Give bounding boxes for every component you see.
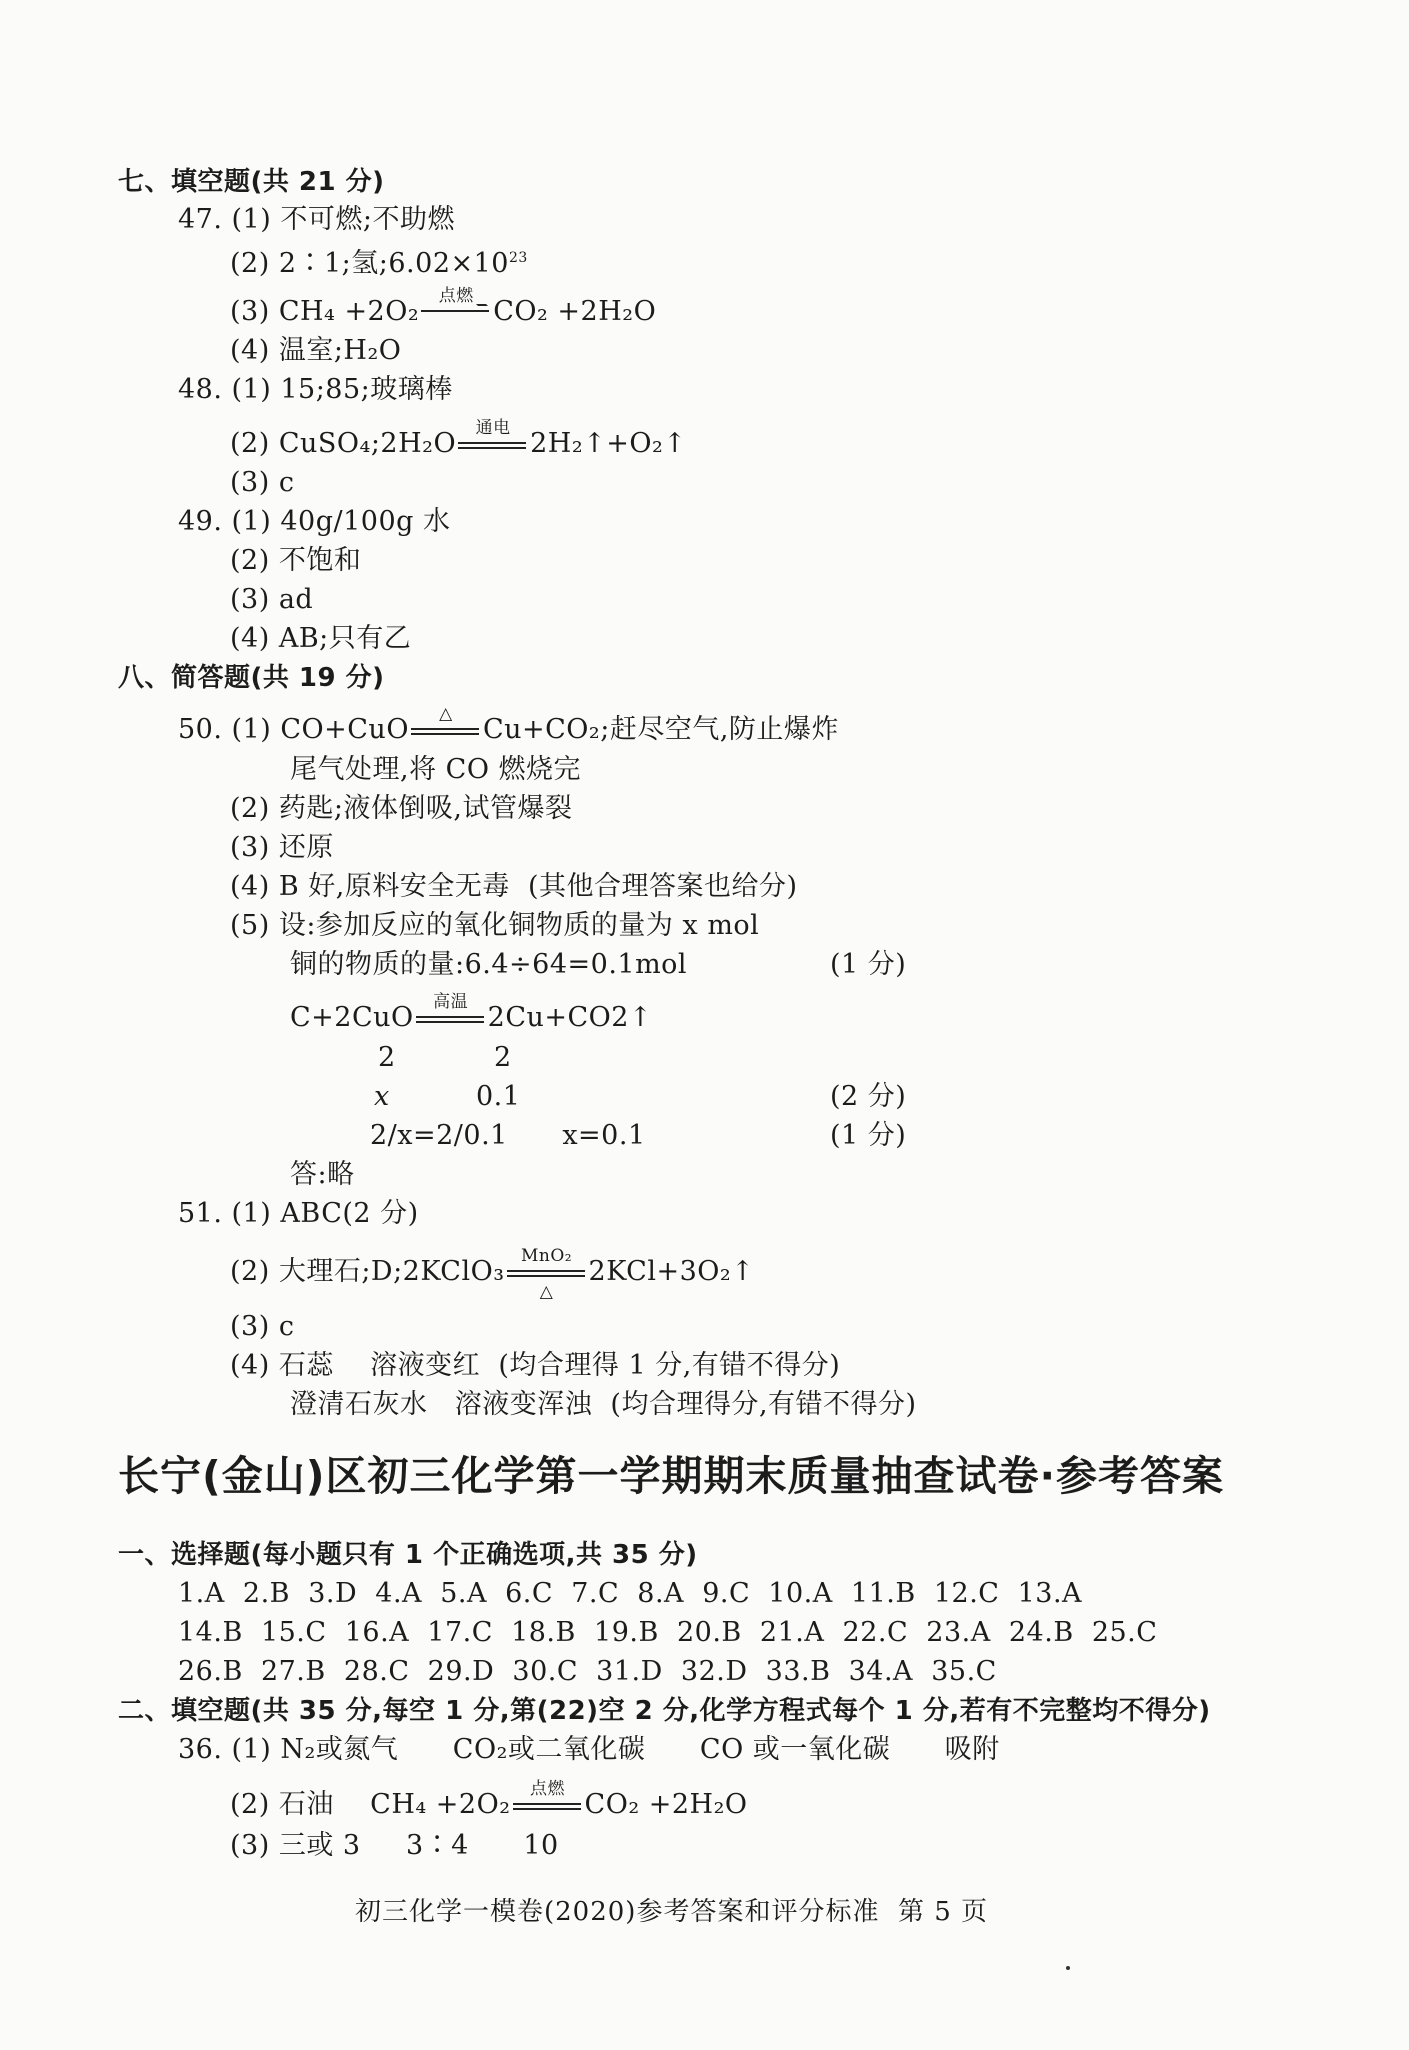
section-8-heading: 八、简答题(共 19 分) — [118, 663, 385, 693]
answer-51-1: 51. (1) ABC(2 分) — [178, 1198, 419, 1229]
answer-50-5: (5) 设:参加反应的氧化铜物质的量为 x mol — [230, 910, 760, 941]
answer-51-4b: 澄清石灰水 溶液变浑浊 (均合理得分,有错不得分) — [290, 1389, 917, 1420]
answer-36-1: 36. (1) N₂或氮气 CO₂或二氧化碳 CO 或一氧化碳 吸附 — [178, 1734, 1000, 1765]
answer-49-1: 49. (1) 40g/100g 水 — [178, 506, 451, 537]
reaction-arrow: 点燃 — [421, 301, 491, 325]
reaction-arrow: 高温 — [416, 1007, 486, 1031]
choice-row-3: 26.B 27.B 28.C 29.D 30.C 31.D 32.D 33.B 34.A 35.C — [178, 1656, 997, 1687]
answer-49-2: (2) 不饱和 — [230, 545, 362, 576]
answer-47-1: 47. (1) 不可燃;不助燃 — [178, 204, 455, 235]
answer-50-5e-a: x — [374, 1081, 390, 1112]
reaction-arrow: 通电 — [458, 433, 528, 457]
exam-title: 长宁(金山)区初三化学第一学期期末质量抽查试卷·参考答案 — [118, 1452, 1225, 1500]
scan-dot — [1066, 1966, 1070, 1970]
reaction-arrow: MnO₂ △ — [507, 1261, 587, 1285]
answer-47-2: (2) 2∶1;氢$;6.02\times 10^{23}$ — [230, 248, 528, 279]
answer-50-5c: C+2CuO 高温 2Cu+CO2↑ — [290, 991, 653, 1033]
answer-47-4: (4) 温室;H₂O — [230, 335, 402, 366]
score-50-5b: (1 分) — [830, 949, 907, 980]
answer-50-1b: 尾气处理,将 CO 燃烧完 — [290, 754, 582, 785]
reaction-arrow: 点燃 — [513, 1794, 583, 1818]
answer-50-5f: 2/x=2/0.1 x=0.1 — [370, 1120, 646, 1151]
answer-50-5b: 铜的物质的量:6.4÷64=0.1mol — [290, 949, 688, 980]
answer-50-5d-b: 2 — [494, 1042, 512, 1073]
answer-48-3: (3) c — [230, 467, 295, 498]
answer-50-5g: 答:略 — [290, 1159, 355, 1190]
score-50-5e: (2 分) — [830, 1081, 907, 1112]
answer-50-4: (4) B 好,原料安全无毒 (其他合理答案也给分) — [230, 871, 798, 902]
section-2-heading: 二、填空题(共 35 分,每空 1 分,第(22)空 2 分,化学方程式每个 1 分,若有不完整均不得分) — [118, 1696, 1211, 1726]
answer-50-2: (2) 药匙;液体倒吸,试管爆裂 — [230, 793, 573, 824]
page-footer: 初三化学一模卷(2020)参考答案和评分标准 第 5 页 — [355, 1897, 989, 1927]
section-7-heading: 七、填空题(共 21 分) — [118, 167, 385, 197]
choice-row-2: 14.B 15.C 16.A 17.C 18.B 19.B 20.B 21.A 22.C 23.A 24.B 25.C — [178, 1617, 1158, 1648]
answer-48-2: (2) CuSO₄;2H₂O 通电 2H₂↑+O₂↑ — [230, 417, 687, 459]
answer-51-3: (3) c — [230, 1311, 295, 1342]
answer-50-5e-b: 0.1 — [476, 1081, 521, 1112]
answer-50-1: 50. (1) CO+CuO △ Cu+CO₂;赶尽空气,防止爆炸 — [178, 703, 839, 745]
answer-48-1: 48. (1) 15;85;玻璃棒 — [178, 374, 453, 405]
answer-36-2: (2) 石油 CH₄ +2O₂ 点燃 CO₂ +2H₂O — [230, 1778, 748, 1820]
reaction-arrow: △ — [411, 719, 481, 743]
answer-50-5d-a: 2 — [378, 1042, 396, 1073]
section-1-heading: 一、选择题(每小题只有 1 个正确选项,共 35 分) — [118, 1540, 698, 1570]
score-50-5f: (1 分) — [830, 1120, 907, 1151]
answer-49-4: (4) AB;只有乙 — [230, 623, 412, 654]
answer-50-3: (3) 还原 — [230, 832, 334, 863]
answer-36-3: (3) 三或 3 3∶4 10 — [230, 1830, 559, 1861]
answer-49-3: (3) ad — [230, 584, 314, 615]
answer-47-3: (3) CH₄ +2O₂ 点燃 CO₂ +2H₂O — [230, 285, 657, 327]
answer-51-4: (4) 石蕊 溶液变红 (均合理得 1 分,有错不得分) — [230, 1350, 841, 1381]
choice-row-1: 1.A 2.B 3.D 4.A 5.A 6.C 7.C 8.A 9.C 10.A 11.B 12.C 13.A — [178, 1578, 1083, 1609]
answer-51-2: (2) 大理石;D;2KClO₃ MnO₂ △ 2KCl+3O₂↑ — [230, 1245, 755, 1302]
